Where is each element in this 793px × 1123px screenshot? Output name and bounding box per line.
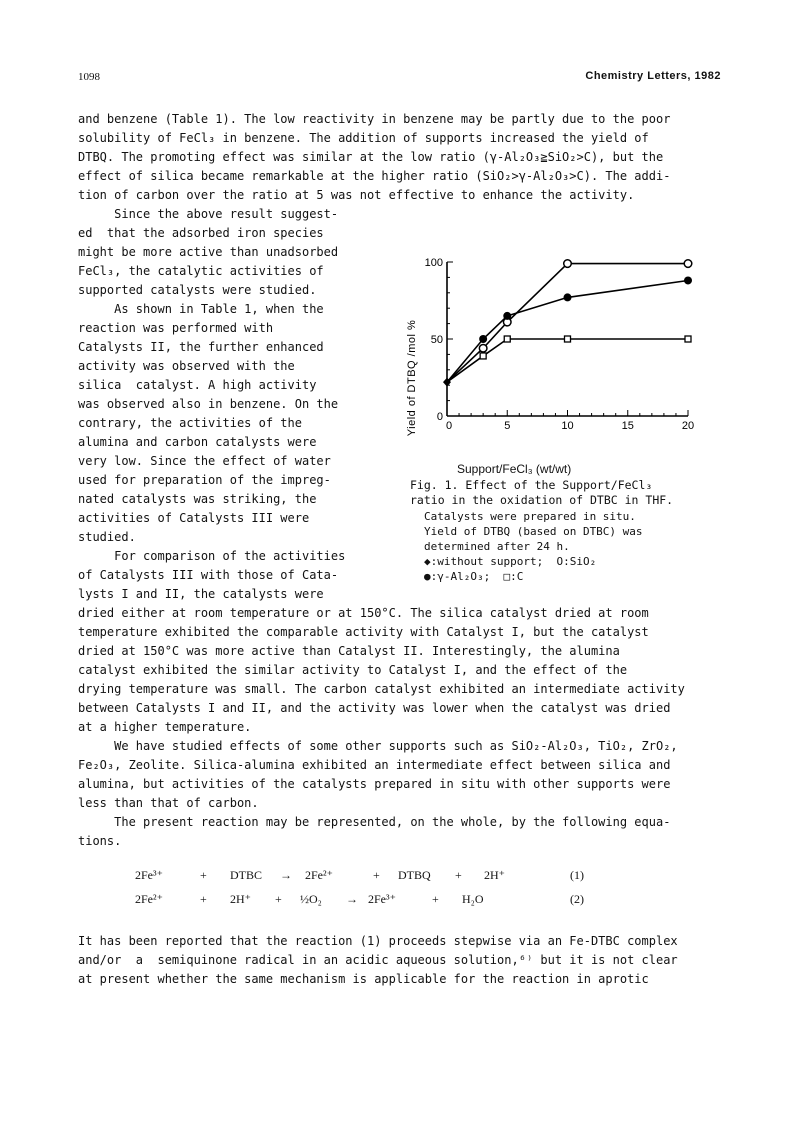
y-tick-label: 50 — [430, 334, 443, 346]
data-point — [685, 336, 691, 342]
figure-caption-title: Fig. 1. Effect of the Support/FeCl₃ — [410, 478, 653, 492]
x-tick-label: 10 — [561, 420, 574, 432]
text-line: The present reaction may be represented, on the whole, by the following equa- — [78, 815, 671, 829]
text-line: dried at 150°C was more active than Catalyst II. Interestingly, the alumina — [78, 644, 620, 658]
text-line: and benzene (Table 1). The low reactivity in benzene may be partly due to the poor — [78, 112, 671, 126]
equation-2 — [0, 892, 793, 912]
data-point — [684, 260, 692, 268]
text-line: solubility of FeCl₃ in benzene. The addition of supports increased the yield of — [78, 131, 649, 145]
text-line: might be more active than unadsorbed — [78, 245, 339, 259]
eq1-term: → — [280, 868, 292, 882]
chart-axes — [425, 257, 694, 432]
text-line: Since the above result suggest- — [78, 207, 339, 221]
eq2-term: + — [275, 892, 282, 906]
text-line: nated catalysts was striking, the — [78, 492, 317, 506]
text-line: ed that the adsorbed iron species — [78, 226, 324, 240]
text-line: less than that of carbon. — [78, 796, 259, 810]
eq1-term: DTBQ — [398, 868, 431, 882]
text-line: activity was observed with the — [78, 359, 295, 373]
figure-caption-body-3: determined after 24 h. — [424, 540, 570, 553]
text-line: temperature exhibited the comparable activity with Catalyst I, but the catalyst — [78, 625, 649, 639]
page-number: 1098 — [78, 71, 100, 83]
eq1-term: 2Fe³⁺ — [135, 868, 163, 882]
text-line: drying temperature was small. The carbon catalyst exhibited an intermediate activity — [78, 682, 685, 696]
data-point — [479, 344, 487, 352]
eq1-term: + — [200, 868, 207, 882]
x-tick-label: 15 — [621, 420, 634, 432]
y-tick-label: 0 — [436, 411, 443, 423]
data-point — [565, 336, 571, 342]
text-line: Catalysts II, the further enhanced — [78, 340, 324, 354]
text-line: lysts I and II, the catalysts were — [78, 587, 324, 601]
data-point — [684, 276, 692, 284]
y-tick-label: 100 — [424, 257, 443, 269]
text-line: at present whether the same mechanism is applicable for the reaction in aprotic — [78, 972, 649, 986]
equation-number: (2) — [570, 892, 584, 906]
text-line: studied. — [78, 530, 136, 544]
figure-caption-body-1: Catalysts were prepared in situ. — [424, 510, 636, 523]
yield-chart — [395, 250, 715, 460]
eq2-term: ½O₂ — [300, 892, 322, 906]
x-tick-label: 5 — [504, 420, 511, 432]
data-point — [504, 336, 510, 342]
eq1-term: + — [455, 868, 462, 882]
eq2-term: 2Fe³⁺ — [368, 892, 396, 906]
text-line: alumina, but activities of the catalysts prepared in situ with other supports were — [78, 777, 671, 791]
chart-series — [443, 260, 692, 387]
text-line: DTBQ. The promoting effect was similar at the low ratio (γ-Al₂O₃≧SiO₂>C), but the — [78, 150, 664, 164]
text-line: of Catalysts III with those of Cata- — [78, 568, 339, 582]
text-line: between Catalysts I and II, and the activity was lower when the catalyst was dried — [78, 701, 671, 715]
eq1-term: 2Fe²⁺ — [305, 868, 333, 882]
text-line: tions. — [78, 834, 122, 848]
figure-legend-2: ●:γ-Al₂O₃; □:C — [424, 570, 524, 583]
text-line: alumina and carbon catalysts were — [78, 435, 317, 449]
text-line: As shown in Table 1, when the — [78, 302, 324, 316]
text-line: effect of silica became remarkable at the higher ratio (SiO₂>γ-Al₂O₃>C). The addi- — [78, 169, 671, 183]
text-line: silica catalyst. A high activity — [78, 378, 317, 392]
text-line: We have studied effects of some other supports such as SiO₂-Al₂O₃, TiO₂, ZrO₂, — [78, 739, 678, 753]
data-point — [564, 260, 572, 268]
eq2-term: 2Fe²⁺ — [135, 892, 163, 906]
eq1-term: 2H⁺ — [484, 868, 505, 882]
text-line: tion of carbon over the ratio at 5 was not effective to enhance the activity. — [78, 188, 635, 202]
eq2-term: → — [346, 892, 358, 906]
eq1-term: + — [373, 868, 380, 882]
eq2-term: + — [432, 892, 439, 906]
text-line: FeCl₃, the catalytic activities of — [78, 264, 324, 278]
series-line-open-circle — [447, 264, 688, 383]
text-line: was observed also in benzene. On the — [78, 397, 339, 411]
data-point — [480, 353, 486, 359]
text-line: and/or a semiquinone radical in an acidic aqueous solution,⁶⁾ but it is not clear — [78, 953, 678, 967]
text-line: at a higher temperature. — [78, 720, 252, 734]
data-point — [479, 335, 487, 343]
y-axis-label: Yield of DTBQ /mol % — [406, 319, 418, 437]
eq2-term: H₂O — [462, 892, 484, 906]
text-line: contrary, the activities of the — [78, 416, 302, 430]
x-axis-label: Support/FeCl₃ (wt/wt) — [457, 462, 572, 476]
text-line: For comparison of the activities — [78, 549, 346, 563]
equation-number: (1) — [570, 868, 584, 882]
text-line: reaction was performed with — [78, 321, 274, 335]
text-line: very low. Since the effect of water — [78, 454, 331, 468]
figure-legend-1: ◆:without support; O:SiO₂ — [424, 555, 597, 568]
eq2-term: + — [200, 892, 207, 906]
x-tick-label: 20 — [681, 420, 695, 432]
eq2-term: 2H⁺ — [230, 892, 251, 906]
text-line: It has been reported that the reaction (1) proceeds stepwise via an Fe-DTBC complex — [78, 934, 678, 948]
journal-header: Chemistry Letters, 1982 — [585, 70, 721, 82]
figure-caption-title-2: ratio in the oxidation of DTBC in THF. — [410, 493, 674, 507]
figure-caption-body-2: Yield of DTBQ (based on DTBC) was — [424, 525, 643, 538]
text-line: Fe₂O₃, Zeolite. Silica-alumina exhibited an intermediate effect between silica and — [78, 758, 671, 772]
text-line: supported catalysts were studied. — [78, 283, 317, 297]
data-point — [503, 312, 511, 320]
x-tick-label: 0 — [445, 420, 453, 432]
equation-1 — [0, 868, 793, 888]
text-line: catalyst exhibited the similar activity to Catalyst I, and the effect of the — [78, 663, 628, 677]
text-line: activities of Catalysts III were — [78, 511, 310, 525]
text-line: used for preparation of the impreg- — [78, 473, 331, 487]
eq1-term: DTBC — [230, 868, 263, 882]
text-line: dried either at room temperature or at 150°C. The silica catalyst dried at room — [78, 606, 649, 620]
data-point — [564, 293, 572, 301]
